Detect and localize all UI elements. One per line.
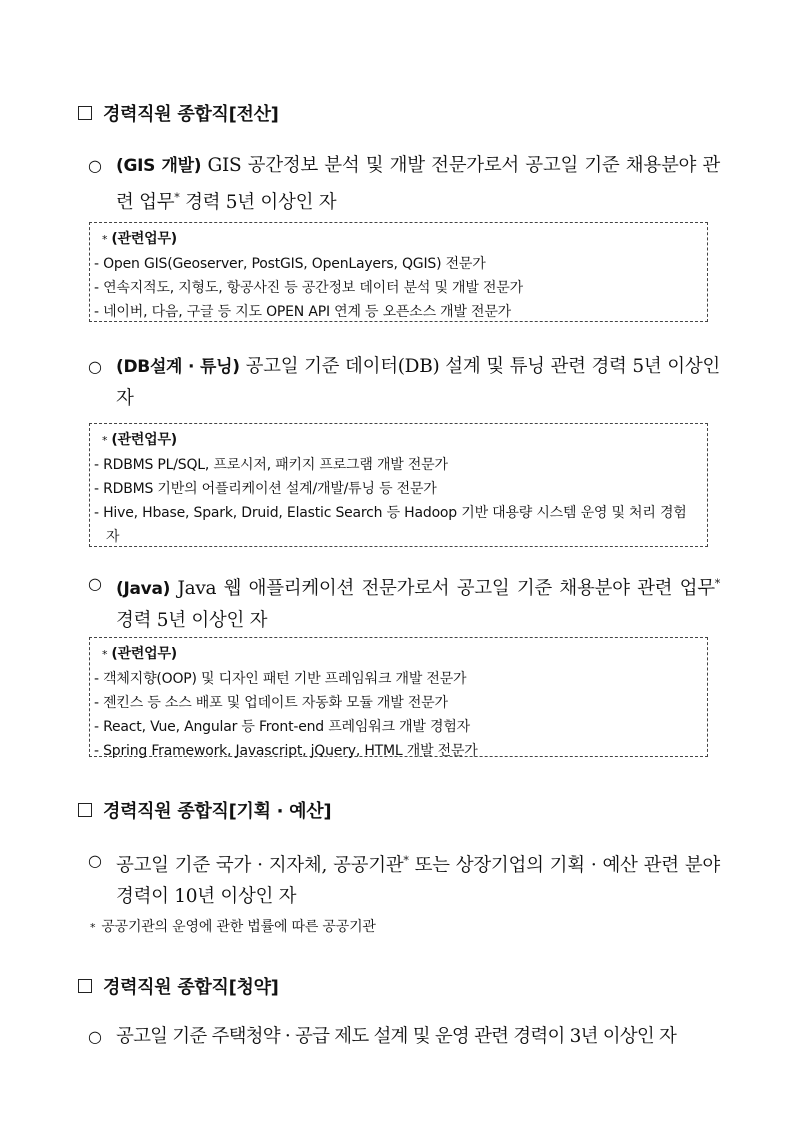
- circle-bullet-icon: ○: [88, 1027, 102, 1046]
- box-title: (관련업무): [111, 646, 178, 662]
- circle-bullet-icon: ○: [88, 156, 102, 175]
- asterisk-mark: *: [102, 648, 108, 661]
- circle-bullet-icon: ○: [88, 357, 102, 376]
- item-text: GIS 공간정보 분석 및 개발 전문가로서 공고일 기준 채용분야 관련 업무: [116, 155, 720, 213]
- checkbox-square-icon: [78, 106, 92, 120]
- section-heading-it: [78, 100, 279, 126]
- section-title: 경력직원 종합직[기획 · 예산]: [103, 801, 332, 822]
- bullet-item-java: [88, 568, 720, 636]
- item-text-tail: 경력 5년 이상인 자: [179, 192, 337, 213]
- footnote-star: *: [174, 191, 180, 204]
- bullet-item-planning: [88, 845, 720, 912]
- bullet-item-gis: [88, 150, 720, 218]
- footnote-star: *: [714, 577, 720, 590]
- list-item: - Hive, Hbase, Spark, Druid, Elastic Search 등 Hadoop 기반 대용량 시스템 운영 및 처리 경험자: [94, 505, 687, 545]
- list-item: - React, Vue, Angular 등 Front-end 프레임워크 개발 경험자: [94, 719, 470, 735]
- item-text: Java 웹 애플리케이션 전문가로서 공고일 기준 채용분야 관련 업무: [170, 578, 715, 599]
- item-text: 공고일 기준 데이터(DB) 설계 및 튜닝 관련 경력 5년 이상인 자: [116, 356, 721, 409]
- section-title: 경력직원 종합직[전산]: [103, 104, 279, 125]
- item-text-tail: 또는 상장기업의 기획 · 예산 관련 분야 경력이 10년 이상인 자: [116, 855, 720, 907]
- item-text: 공고일 기준 주택청약 · 공급 제도 설계 및 운영 관련 경력이 3년 이상인 자: [116, 1026, 677, 1047]
- list-item: - RDBMS PL/SQL, 프로시저, 패키지 프로그램 개발 전문가: [94, 457, 448, 473]
- related-work-box-db: [89, 423, 708, 547]
- box-title: (관련업무): [111, 231, 178, 247]
- box-title: (관련업무): [111, 432, 178, 448]
- list-item: - Spring Framework, Javascript, jQuery, HTML 개발 전문가: [94, 743, 478, 759]
- section-title: 경력직원 종합직[청약]: [103, 977, 279, 998]
- circle-bullet-icon: ○: [88, 851, 102, 870]
- asterisk-mark: *: [90, 921, 96, 934]
- section-heading-subscription: [78, 973, 279, 999]
- list-item: - 객체지향(OOP) 및 디자인 패턴 기반 프레임워크 개발 전문가: [94, 671, 467, 687]
- list-item: - 네이버, 다음, 구글 등 지도 OPEN API 연계 등 오픈소스 개발 전문가: [94, 304, 512, 320]
- checkbox-square-icon: [78, 803, 92, 817]
- related-work-box-gis: [89, 222, 708, 322]
- bullet-item-subscription: [88, 1021, 728, 1052]
- bullet-item-db: [88, 351, 720, 414]
- circle-bullet-icon: ○: [88, 574, 102, 593]
- footnote: [90, 916, 376, 936]
- item-text: 공고일 기준 국가 · 지자체, 공공기관: [116, 855, 404, 876]
- footnote-text: 공공기관의 운영에 관한 법률에 따른 공공기관: [101, 919, 376, 935]
- item-text-tail: 경력 5년 이상인 자: [116, 610, 268, 631]
- list-item: - 연속지적도, 지형도, 항공사진 등 공간정보 데이터 분석 및 개발 전문가: [94, 280, 523, 296]
- asterisk-mark: *: [102, 233, 108, 246]
- related-work-box-java: [89, 637, 708, 757]
- item-tag: (Java): [116, 579, 171, 599]
- list-item: - 젠킨스 등 소스 배포 및 업데이트 자동화 모듈 개발 전문가: [94, 695, 448, 711]
- list-item: - Open GIS(Geoserver, PostGIS, OpenLayers, QGIS) 전문가: [94, 256, 486, 272]
- footnote-star: *: [403, 854, 409, 867]
- list-item: - RDBMS 기반의 어플리케이션 설계/개발/튜닝 등 전문가: [94, 481, 437, 497]
- section-heading-planning: [78, 797, 331, 823]
- item-tag: (DB설계 · 튜닝): [116, 357, 240, 377]
- checkbox-square-icon: [78, 979, 92, 993]
- asterisk-mark: *: [102, 434, 108, 447]
- item-tag: (GIS 개발): [116, 156, 202, 176]
